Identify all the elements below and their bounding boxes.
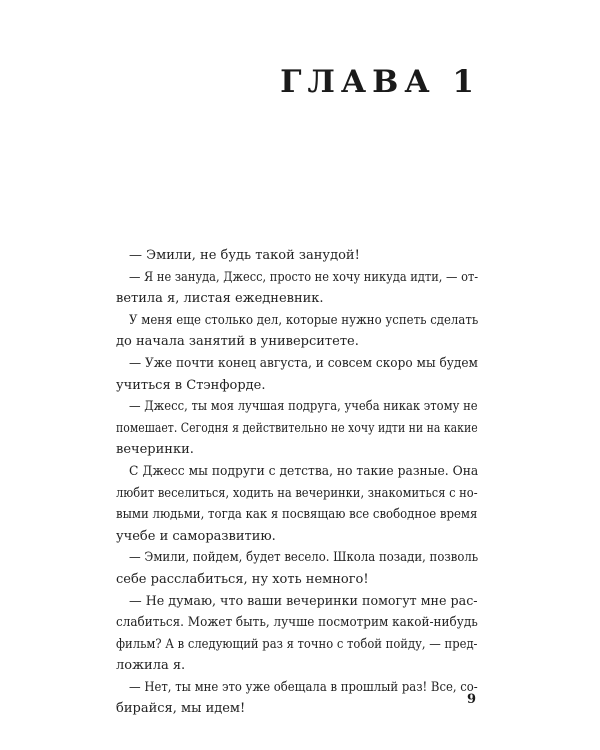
- text-line: выми людьми, тогда как я посвящаю все свободное время: [116, 507, 478, 523]
- text-line: фильм? А в следующий раз я точно с тобой пойду, — пред-: [116, 636, 478, 652]
- text-line: — Нет, ты мне это уже обещала в прошлый раз! Все, со-: [129, 679, 478, 695]
- chapter-title: ГЛАВА 1: [280, 64, 480, 100]
- text-line: до начала занятий в университете.: [116, 334, 359, 350]
- text-line: С Джесс мы подруги с детства, но такие разные. Она: [129, 463, 479, 479]
- text-line: — Я не зануда, Джесс, просто не хочу никуда идти, — от-: [129, 269, 479, 285]
- text-line: — Уже почти конец августа, и совсем скоро мы будем: [129, 355, 478, 371]
- text-line: слабиться. Может быть, лучше посмотрим какой-нибудь: [116, 615, 478, 631]
- text-line: учиться в Стэнфорде.: [116, 377, 266, 393]
- text-line: себе расслабиться, ну хоть немного!: [116, 571, 369, 587]
- text-line: любит веселиться, ходить на вечеринки, знакомиться с но-: [116, 485, 478, 501]
- text-line: — Эмили, не будь такой занудой!: [129, 248, 360, 263]
- text-line: ветила я, листая ежедневник.: [116, 291, 324, 307]
- text-line: помешает. Сегодня я действительно не хочу идти ни на какие: [116, 420, 478, 436]
- text-line: вечеринки.: [116, 442, 194, 458]
- text-line: учебе и саморазвитию.: [116, 528, 276, 544]
- text-line: У меня еще столько дел, которые нужно успеть сделать: [129, 312, 479, 328]
- text-line: — Не думаю, что ваши вечеринки помогут мне рас-: [129, 593, 478, 609]
- page-number: 9: [466, 692, 476, 707]
- text-line: бирайся, мы идем!: [116, 701, 246, 717]
- chapter-body: [116, 245, 478, 720]
- text-line: — Эмили, пойдем, будет весело. Школа позади, позволь: [129, 550, 479, 566]
- text-line: — Джесс, ты моя лучшая подруга, учеба никак этому не: [129, 399, 478, 415]
- text-line: ложила я.: [116, 658, 186, 674]
